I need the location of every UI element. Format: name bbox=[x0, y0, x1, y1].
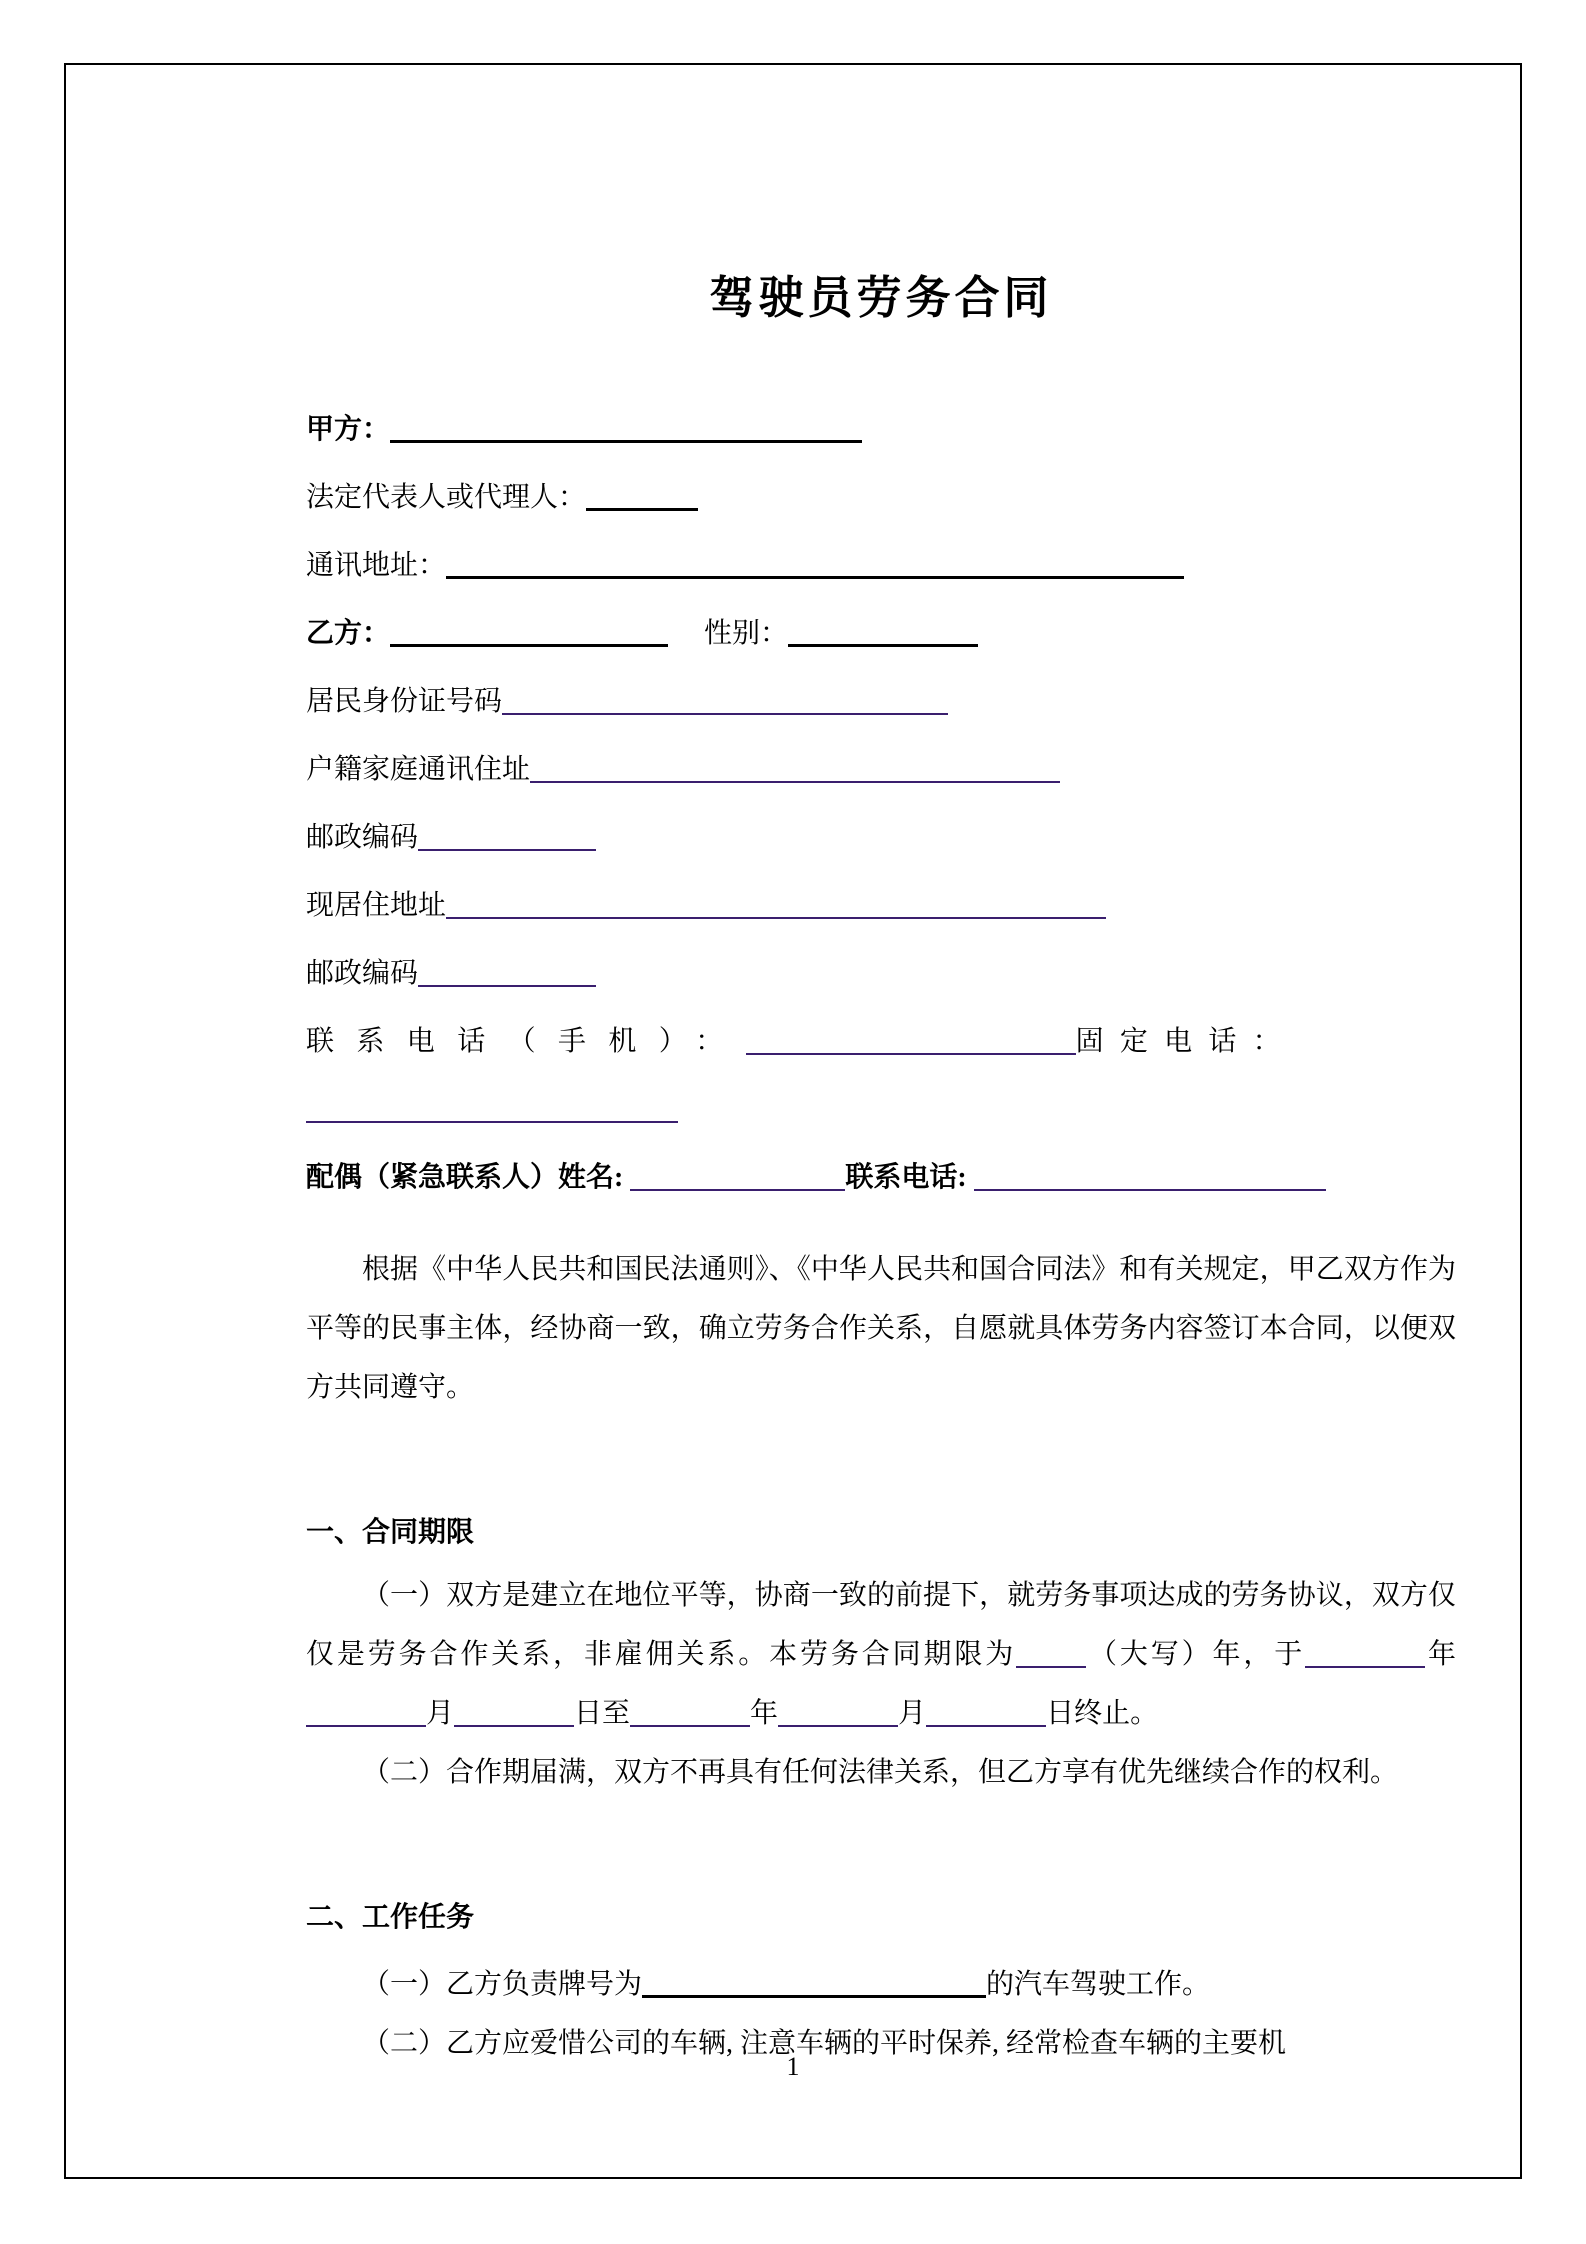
page-content bbox=[306, 261, 1456, 2073]
spouse-row bbox=[306, 1144, 1456, 1212]
landline-field[interactable] bbox=[306, 1115, 678, 1123]
party-b-label: 乙方： bbox=[306, 618, 391, 649]
postal-code-2-field[interactable] bbox=[418, 979, 596, 987]
header-form bbox=[306, 396, 1456, 1212]
legal-representative-label: 法定代表人或代理人： bbox=[306, 482, 587, 513]
start-year-blank[interactable] bbox=[1305, 1660, 1425, 1668]
section1-heading: 一、合同期限 bbox=[306, 1517, 475, 1548]
postal-code-2-row bbox=[306, 940, 1456, 1008]
id-number-field[interactable] bbox=[502, 707, 948, 715]
term-amount-blank[interactable] bbox=[1016, 1660, 1086, 1668]
party-a-row bbox=[306, 396, 1456, 464]
legal-representative-row bbox=[306, 464, 1456, 532]
party-b-field[interactable] bbox=[390, 638, 668, 647]
gender-label: 性别： bbox=[704, 618, 789, 649]
document-title: 驾驶员劳务合同 bbox=[709, 273, 1053, 323]
party-b-row bbox=[306, 600, 1456, 668]
spouse-phone-field[interactable] bbox=[974, 1183, 1326, 1191]
start-day-blank[interactable] bbox=[454, 1719, 574, 1727]
registered-address-label: 户籍家庭通讯住址 bbox=[306, 754, 531, 785]
section2-clause2: （二）乙方应爱惜公司的车辆, 注意车辆的平时保养, 经常检查车辆的主要机 bbox=[362, 2028, 1287, 2059]
start-month-blank[interactable] bbox=[306, 1719, 426, 1727]
current-address-label: 现居住地址 bbox=[306, 890, 447, 921]
current-address-field[interactable] bbox=[446, 911, 1106, 919]
mobile-phone-field[interactable] bbox=[746, 1047, 1076, 1055]
registered-address-row bbox=[306, 736, 1456, 804]
mailing-address-row bbox=[306, 532, 1456, 600]
clause-text: 日终止。 bbox=[1046, 1698, 1159, 1729]
end-day-blank[interactable] bbox=[926, 1719, 1046, 1727]
spouse-phone-label: 联系电话: bbox=[845, 1162, 967, 1193]
clause-text: （一）乙方负责牌号为 bbox=[362, 1969, 643, 2000]
page-number: 1 bbox=[786, 2052, 800, 2081]
postal-code-1-field[interactable] bbox=[418, 843, 596, 851]
clause-text: 的汽车驾驶工作。 bbox=[986, 1969, 1211, 2000]
spouse-name-label: 配偶（紧急联系人）姓名: bbox=[306, 1162, 624, 1193]
clause-text: （大写）年，于 bbox=[1086, 1639, 1306, 1670]
clause-text: 月 bbox=[426, 1698, 455, 1729]
section1-clause2: （二）合作期届满，双方不再具有任何法律关系，但乙方享有优先继续合作的权利。 bbox=[362, 1757, 1399, 1788]
landline-continuation-row bbox=[306, 1076, 1456, 1144]
section2-clause1 bbox=[306, 1955, 1456, 2014]
landline-label: 固定电话： bbox=[1075, 1026, 1297, 1057]
end-month-blank[interactable] bbox=[778, 1719, 898, 1727]
clause-text: 日至 bbox=[574, 1698, 631, 1729]
intro-paragraph: 根据《中华人民共和国民法通则》、《中华人民共和国合同法》和有关规定，甲乙双方作为平等的民事主体，经协商一致，确立劳务合作关系，自愿就具体劳务内容签订本合同，以便双方共同遵守。 bbox=[306, 1254, 1456, 1403]
spouse-name-field[interactable] bbox=[630, 1183, 845, 1191]
end-year-blank[interactable] bbox=[630, 1719, 750, 1727]
mailing-address-field[interactable] bbox=[446, 570, 1184, 579]
postal-code-1-label: 邮政编码 bbox=[306, 822, 419, 853]
clause-text: （一）双方是建立在地位平等，协商一致的前提下，就劳务事项达成的劳务协议，双方仅仅是劳务合作关系，非雇佣关系。本劳务合同期限为 bbox=[306, 1580, 1456, 1670]
gender-field[interactable] bbox=[788, 638, 978, 647]
clause-text: 月 bbox=[898, 1698, 927, 1729]
party-a-label: 甲方： bbox=[306, 414, 391, 445]
registered-address-field[interactable] bbox=[530, 775, 1060, 783]
phone-row bbox=[306, 1008, 1456, 1076]
plate-number-blank[interactable] bbox=[642, 1989, 986, 1998]
postal-code-1-row bbox=[306, 804, 1456, 872]
section1-clause1 bbox=[306, 1566, 1456, 1743]
id-number-label: 居民身份证号码 bbox=[306, 686, 503, 717]
postal-code-2-label: 邮政编码 bbox=[306, 958, 419, 989]
id-number-row bbox=[306, 668, 1456, 736]
current-address-row bbox=[306, 872, 1456, 940]
section2-heading: 二、工作任务 bbox=[306, 1902, 475, 1933]
clause-text: 年 bbox=[1425, 1639, 1456, 1670]
party-a-field[interactable] bbox=[390, 434, 862, 443]
mailing-address-label: 通讯地址： bbox=[306, 550, 447, 581]
mobile-phone-label: 联系电话（手机）： bbox=[306, 1026, 746, 1057]
legal-representative-field[interactable] bbox=[586, 502, 698, 511]
clause-text: 年 bbox=[750, 1698, 779, 1729]
page-border bbox=[64, 63, 1522, 2179]
